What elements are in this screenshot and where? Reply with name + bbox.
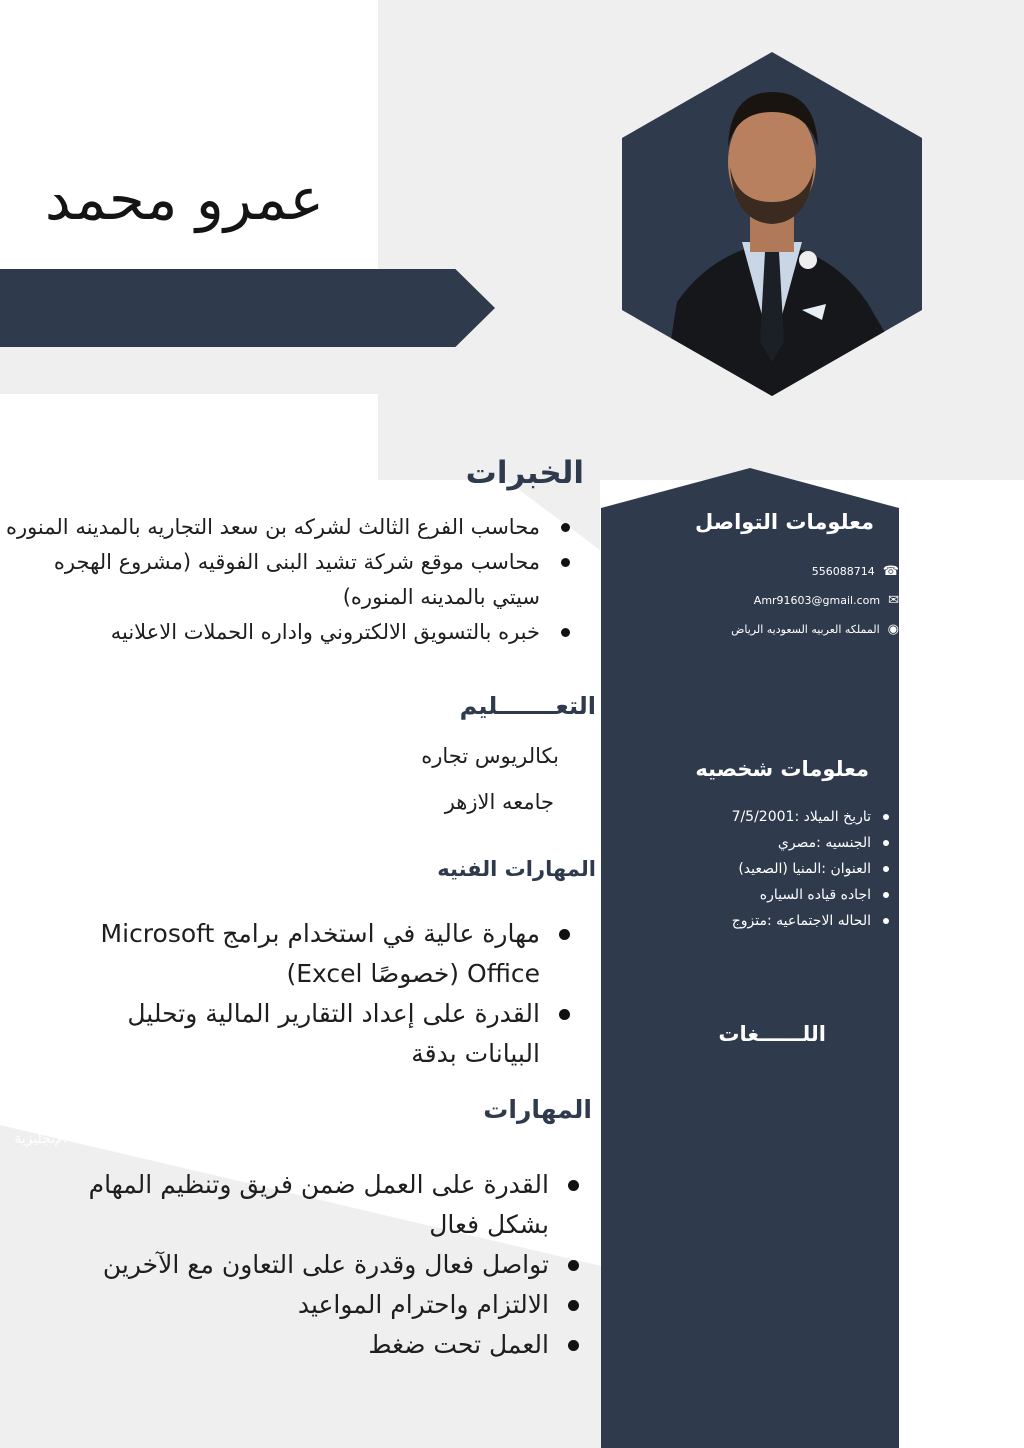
list-item: تاريخ الميلاد :7/5/2001	[651, 804, 871, 830]
language-name: الإنجليزية	[14, 1131, 67, 1147]
skills-list	[19, 1165, 549, 1365]
languages-heading: اللــــــغات	[718, 1022, 826, 1046]
candidate-name: عمرو محمد	[44, 165, 324, 233]
language-arabic	[0, 1076, 67, 1096]
portrait-photo-icon	[622, 52, 922, 396]
list-item: محاسب الفرع الثالث لشركه بن سعد التجاريه بالمدينه المنوره	[0, 510, 540, 545]
list-item: الالتزام واحترام المواعيد	[19, 1285, 549, 1325]
list-item: القدرة على إعداد التقارير المالية وتحليل البيانات بدقة	[90, 994, 540, 1074]
profile-photo	[622, 52, 922, 396]
list-item: العنوان :المنيا (الصعيد)	[651, 856, 871, 882]
education-university: جامعه الازهر	[444, 790, 554, 814]
profile-photo-frame	[622, 52, 922, 396]
education-degree: بكالريوس تجاره	[421, 744, 559, 768]
technical-skills-heading: المهارات الفنيه	[437, 857, 596, 881]
skills-heading: المهارات	[483, 1095, 592, 1124]
list-item: اجاده قياده السياره	[651, 882, 871, 908]
contact-phone	[812, 564, 899, 579]
education-heading: التعـــــــليم	[459, 692, 596, 720]
contact-address	[731, 622, 899, 637]
list-item: محاسب موقع شركة تشيد البنى الفوقيه (مشروع الهجره سيتي بالمدينه المنوره)	[0, 545, 540, 615]
mail-icon: ✉	[888, 593, 899, 608]
phone-text: 556088714	[811, 565, 875, 578]
language-name: العربية	[28, 1076, 67, 1092]
email-text: Amr91603@gmail.com	[753, 594, 881, 607]
contact-heading: معلومات التواصل	[695, 510, 874, 534]
name-arrow-banner	[0, 269, 495, 347]
list-item: الحاله الاجتماعيه :متزوج	[651, 908, 871, 934]
list-item: العمل تحت ضغط	[19, 1325, 549, 1365]
experience-heading: الخبرات	[465, 455, 584, 491]
personal-info-heading: معلومات شخصيه	[695, 757, 869, 781]
phone-icon: ☎	[882, 564, 899, 579]
list-item: الجنسيه :مصري	[651, 830, 871, 856]
list-item: تواصل فعال وقدرة على التعاون مع الآخرين	[19, 1245, 549, 1285]
sidebar-panel	[601, 468, 899, 1448]
list-item: القدرة على العمل ضمن فريق وتنظيم المهام بشكل فعال	[19, 1165, 549, 1245]
list-item: خبره بالتسويق الالكتروني واداره الحملات الاعلانيه	[0, 615, 540, 650]
experience-list	[0, 510, 540, 650]
technical-skills-list	[90, 914, 540, 1074]
contact-email	[754, 593, 899, 608]
location-pin-icon: ◉	[887, 622, 899, 637]
address-text: المملكه العربيه السعوديه الرياض	[731, 623, 880, 636]
language-english	[0, 1131, 67, 1151]
list-item: مهارة عالية في استخدام برامج Microsoft Office (خصوصًا Excel)	[90, 914, 540, 994]
personal-info-list	[651, 804, 871, 934]
